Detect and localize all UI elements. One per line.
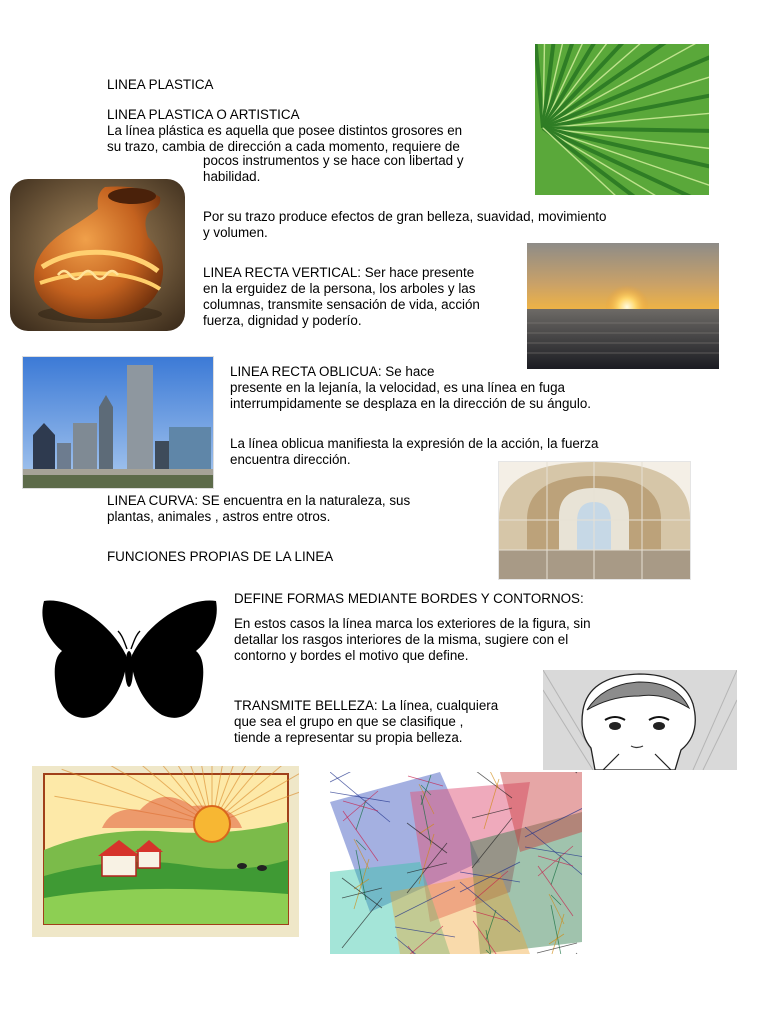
intro-line-4: habilidad.	[203, 169, 261, 184]
define-line-2: detallar los rasgos interiores de la misma, sugiere con el	[234, 632, 569, 647]
oblique-expr-line-2: encuentra dirección.	[230, 452, 351, 467]
curve-line-1: LINEA CURVA: SE encuentra en la naturaleza, sus	[107, 493, 411, 508]
vertical-line-1: LINEA RECTA VERTICAL: Ser hace presente	[203, 265, 475, 280]
beauty-line-2: que sea el grupo en que se clasifique ,	[234, 714, 464, 729]
document-title: LINEA PLASTICA	[107, 77, 214, 92]
vertical-line-3: columnas, transmite sensación de vida, acción	[203, 297, 480, 312]
oblique-line-2: presente en la lejanía, la velocidad, es una línea en fuga	[230, 380, 566, 395]
intro-line-2: su trazo, cambia de dirección a cada momento, requiere de	[107, 139, 460, 154]
clay-vase-photo	[10, 179, 185, 331]
butterfly-silhouette	[38, 597, 220, 729]
intro-line-3: pocos instrumentos y se hace con libertad y	[203, 153, 464, 168]
vertical-line-4: fuerza, dignidad y poderío.	[203, 313, 362, 328]
intro-line-1: La línea plástica es aquella que posee distintos grosores en	[107, 123, 463, 138]
define-line-3: contorno y bordes el motivo que define.	[234, 648, 469, 663]
anime-girl-drawing	[543, 670, 737, 770]
define-heading: DEFINE FORMAS MEDIANTE BORDES Y CONTORNOS:	[234, 591, 584, 606]
effects-line-2: y volumen.	[203, 225, 268, 240]
curve-line-2: plantas, animales , astros entre otros.	[107, 509, 331, 524]
oblique-expr-line-1: La línea oblicua manifiesta la expresión de la acción, la fuerza	[230, 436, 599, 451]
palm-leaf-photo	[535, 44, 709, 195]
landscape-drawing	[32, 766, 299, 937]
beauty-line-3: tiende a representar su propia belleza.	[234, 730, 463, 745]
subtitle: LINEA PLASTICA O ARTISTICA	[107, 107, 300, 122]
city-skyline-photo	[22, 356, 214, 489]
beauty-line-1: TRANSMITE BELLEZA: La línea, cualquiera	[234, 698, 499, 713]
define-line-1: En estos casos la línea marca los exteriores de la figura, sin	[234, 616, 591, 631]
oblique-line-1: LINEA RECTA OBLICUA: Se hace	[230, 364, 435, 379]
oblique-line-3: interrumpidamente se desplaza en la dirección de su ángulo.	[230, 396, 592, 411]
functions-heading: FUNCIONES PROPIAS DE LA LINEA	[107, 549, 334, 564]
vertical-line-2: en la erguidez de la persona, los arboles y las	[203, 281, 476, 296]
effects-line-1: Por su trazo produce efectos de gran belleza, suavidad, movimiento	[203, 209, 607, 224]
school-of-athens-fresco	[498, 461, 691, 580]
abstract-lines-drawing	[330, 772, 582, 954]
sunset-sea-photo	[527, 243, 719, 369]
